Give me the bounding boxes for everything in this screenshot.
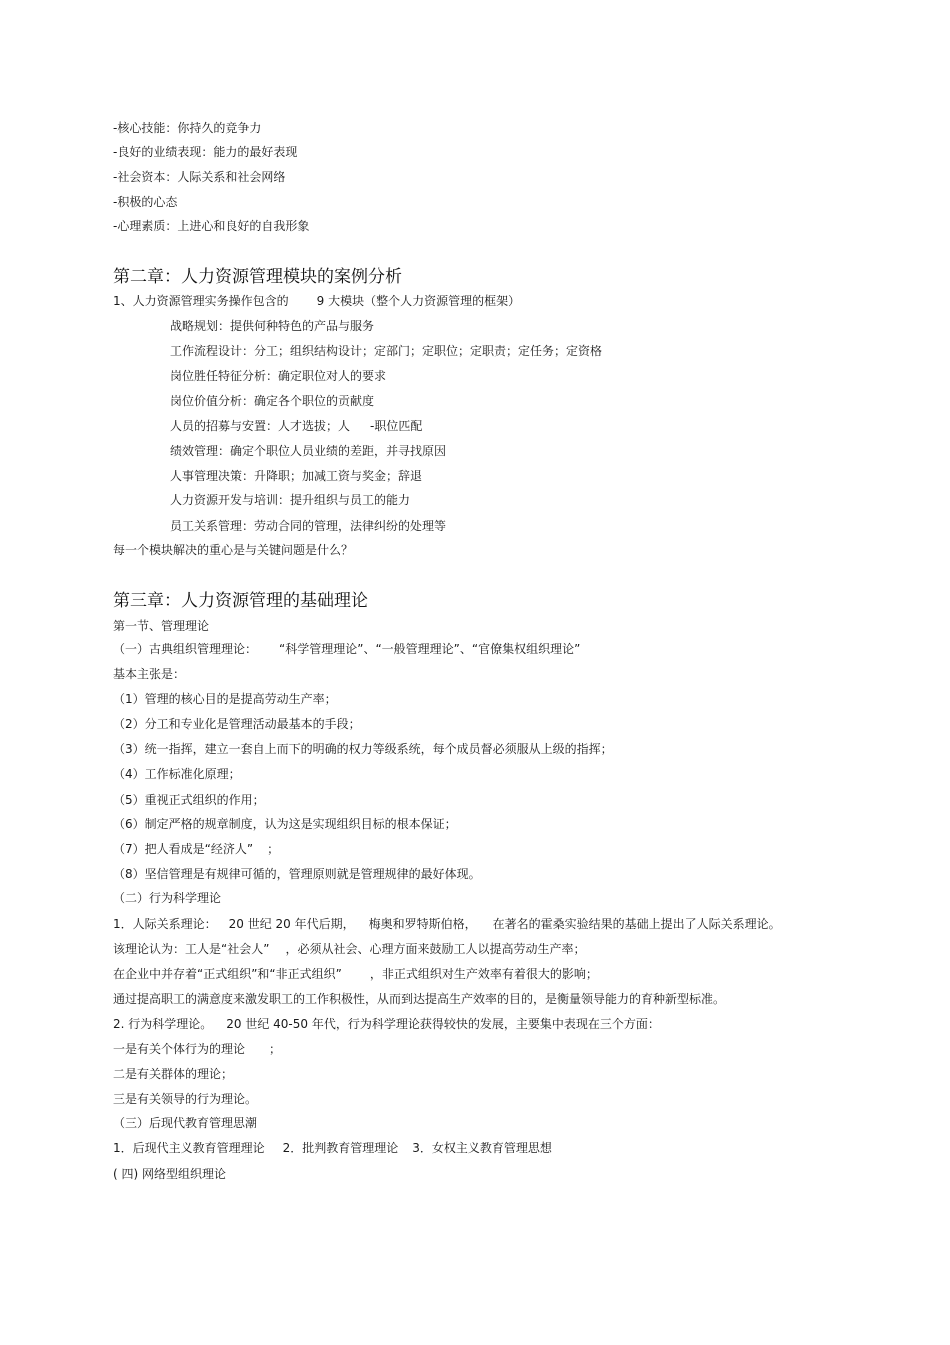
classical-theory-lead: （一）古典组织管理理论： [113, 642, 258, 656]
claim-7 [113, 841, 279, 857]
aspect-1-end: ； [269, 1042, 282, 1056]
module-performance: 绩效管理：确定个职位人员业绩的差距，并寻找原因 [170, 444, 447, 458]
chapter2-question: 每一个模块解决的重心是与关键问题是什么？ [113, 543, 354, 557]
informal-org-rest: ，非正式组织对生产效率有着很大的影响； [369, 967, 598, 981]
bs-lead: 2. 行为科学理论。 [113, 1017, 213, 1031]
network-heading: ( 四) 网络型组织理论 [113, 1167, 226, 1181]
module-competency: 岗位胜任特征分析：确定职位对人的要求 [170, 369, 387, 383]
aspect-3: 三是有关领导的行为理论。 [113, 1092, 258, 1106]
intro-item-core-skill: -核心技能：你持久的竞争力 [113, 121, 262, 135]
module-recruitment-lead: 人员的招募与安置：人才选拔；人 [170, 419, 351, 433]
module-recruitment-match: -职位匹配 [370, 419, 423, 433]
aspect-2: 二是有关群体的理论； [113, 1067, 234, 1081]
behavioral-science-theory [113, 1016, 660, 1032]
chapter2-item1 [113, 293, 520, 309]
intro-item-performance: -良好的业绩表现：能力的最好表现 [113, 145, 298, 159]
chapter2-item1-modules: 9 大模块（整个人力资源管理的框架） [316, 294, 521, 308]
claim-1: （1）管理的核心目的是提高劳动生产率； [113, 692, 337, 706]
classical-theory-list: “科学管理理论”、“一般管理理论”、“官僚集权组织理论” [279, 642, 581, 656]
aspect-1-text: 一是有关个体行为的理论 [113, 1042, 246, 1056]
chapter2-title: 第二章：人力资源管理模块的案例分析 [113, 267, 402, 287]
claim-6: （6）制定严格的规章制度，认为这是实现组织目标的根本保证； [113, 817, 457, 831]
postmodern-item-1: 1．后现代主义教育管理理论 [113, 1141, 265, 1155]
claim-3: （3）统一指挥，建立一套自上而下的明确的权力等级系统，每个成员督必须服从上级的指挥； [113, 742, 613, 756]
module-training: 人力资源开发与培训：提升组织与员工的能力 [170, 493, 411, 507]
module-hr-decision: 人事管理决策：升降职；加减工资与奖金；辞退 [170, 469, 423, 483]
intro-item-social-capital: -社会资本：人际关系和社会网络 [113, 170, 286, 184]
hr-people: 梅奥和罗特斯伯格， [368, 917, 477, 931]
basic-claims-heading: 基本主张是： [113, 667, 186, 681]
claim-7-end: ； [267, 842, 280, 856]
bs-rest: 20 世纪 40-50 年代，行为科学理论获得较快的发展，主要集中表现在三个方面： [226, 1017, 660, 1031]
module-job-value: 岗位价值分析：确定各个职位的贡献度 [170, 394, 375, 408]
claim-4: （4）工作标准化原理； [113, 767, 241, 781]
informal-org-lead: 在企业中并存着“正式组织”和“非正式组织” [113, 967, 342, 981]
hr-hawthorne: 在著名的霍桑实验结果的基础上提出了人际关系理论。 [492, 917, 781, 931]
informal-org [113, 966, 598, 982]
intro-item-attitude: -积极的心态 [113, 195, 178, 209]
satisfaction-line: 通过提高职工的满意度来激发职工的工作积极性，从而到达提高生产效率的目的，是衡量领导能力的育种新型标准。 [113, 992, 726, 1006]
section1-heading: 第一节、管理理论 [113, 619, 210, 633]
postmodern-item-2: 2．批判教育管理理论 [282, 1141, 399, 1155]
behavioral-heading: （二）行为科学理论 [113, 891, 222, 905]
module-employee-relations: 员工关系管理：劳动合同的管理，法律纠纷的处理等 [170, 519, 447, 533]
postmodern-items [113, 1140, 552, 1156]
claim-5: （5）重视正式组织的作用； [113, 793, 265, 807]
aspect-1 [113, 1041, 281, 1057]
module-workflow: 工作流程设计：分工；组织结构设计；定部门；定职位；定职责；定任务；定资格 [170, 344, 603, 358]
hr-period: 20 世纪 20 年代后期， [228, 917, 355, 931]
hr-lead: 1．人际关系理论： [113, 917, 217, 931]
hr-view-lead: 该理论认为：工人是“社会人” [113, 942, 270, 956]
claim-2: （2）分工和专业化是管理活动最基本的手段； [113, 717, 361, 731]
chapter3-title: 第三章：人力资源管理的基础理论 [113, 591, 368, 611]
hr-view-rest: ，必须从社会、心理方面来鼓励工人以提高劳动生产率； [285, 942, 586, 956]
intro-item-psychology: -心理素质：上进心和良好的自我形象 [113, 219, 310, 233]
module-recruitment [170, 418, 422, 434]
hr-view [113, 941, 585, 957]
human-relations-theory [113, 916, 781, 932]
claim-8: （8）坚信管理是有规律可循的，管理原则就是管理规律的最好体现。 [113, 867, 481, 881]
postmodern-item-3: 3．女权主义教育管理思想 [412, 1141, 552, 1155]
classical-theory [113, 641, 580, 657]
chapter2-item1-lead: 1、人力资源管理实务操作包含的 [113, 294, 289, 308]
postmodern-heading: （三）后现代教育管理思潮 [113, 1116, 258, 1130]
module-strategy: 战略规划：提供何种特色的产品与服务 [170, 319, 375, 333]
claim-7-text: （7）把人看成是“经济人” [113, 842, 254, 856]
